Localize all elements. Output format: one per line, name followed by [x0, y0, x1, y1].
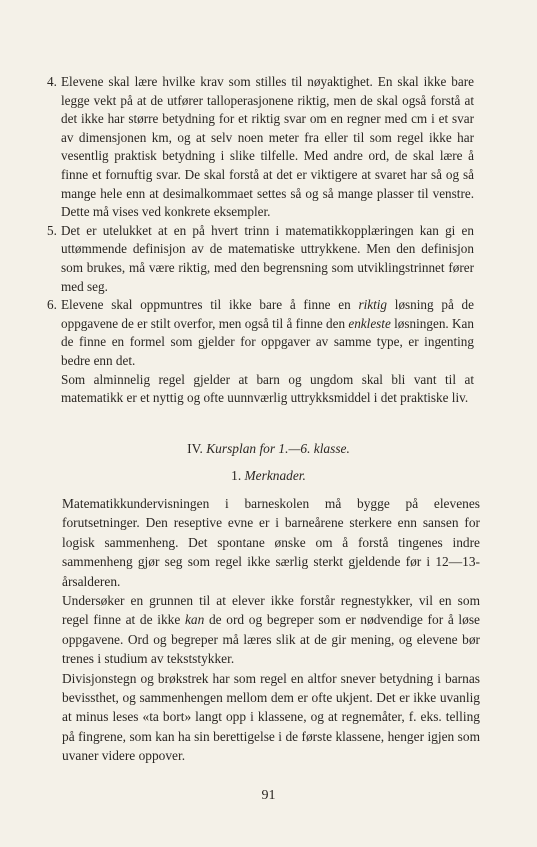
- paragraph: Undersøker en grunnen til at elever ikke forstår regnestykker, vil en som regel finne at de ikke kan de ord og begreper som er nødvendige for å løse oppgavene. Ord og begreper må læres slik at de gir mening, og elevene bør trenes i studium av tekststykker.: [62, 593, 480, 667]
- section-heading: IV. Kursplan for 1.—6. klasse.: [187, 441, 350, 456]
- emphasis-riktig: riktig: [358, 297, 388, 313]
- list-item: [47, 73, 474, 222]
- paragraph: Matematikkundervisningen i barneskolen må bygge på elevenes forutsetninger. Den reseptive evne er i barneårene sterkere enn sansen for logisk sammenheng. Det spontane ønske om å forstå tingenes indre sammenheng gjør seg som regel ikke særlig sterkt gjeldende før i 12—13-årsalderen.: [62, 496, 480, 589]
- item-number: 6.: [47, 297, 57, 313]
- emphasis-kan: kan: [184, 612, 205, 628]
- item-text: Elevene skal lære hvilke krav som stilles til nøyaktighet. En skal ikke bare legge vekt på at de utfører talloperasjonene riktig, men de skal også forstå at det ikke har større betydning for et riktig svar om en regner med cm i et svar av dimensjonen km, og at selv noen meter fra eller til som regel ikke har vesentlig praktisk betydning i slike tilfelle. Med andre ord, de skal lære å finne et fornuftig svar. De skal forstå at det er viktigere at svaret har så og så mange hele enn at desimalkommaet settes så og så mange plasser til venstre. Dette må vises ved konkrete eksempler.: [61, 74, 474, 220]
- list-item: [47, 296, 474, 408]
- item-text: Det er utelukket at en på hvert trinn i matematikkopplæringen kan gi en uttømmende definisjon av de matematiske uttrykkene. Men den definisjon som brukes, må være riktig, med den begrensning som utviklingstrinnet fører med seg.: [61, 222, 474, 294]
- item-text: Elevene skal oppmuntres til ikke bare å finne en riktig løsning på de oppgavene de er stilt overfor, men også til å finne den enkleste løsningen. Kan de finne en formel som gjelder for oppgaver av samme type, er ingenting bedre enn det.: [61, 297, 474, 368]
- emphasis-enkleste: enkleste: [348, 315, 391, 331]
- subsection-heading: 1. Merknader.: [231, 468, 306, 483]
- paragraph: Divisjonstegn og brøkstrek har som regel en altfor snever betydning i barnas bevissthet, og sammenhengen mellom dem er ofte ukjent. Det er ikke uvanlig at minus leses «ta bort» langt opp i klassene, og at regnemåter, f. eks. telling på fingrene, som kan ha sin berettigelse i de første klassene, henger igjen som uvaner videre oppover.: [62, 670, 480, 764]
- body-text: [62, 494, 480, 766]
- page-number: 91: [261, 788, 276, 803]
- item-number: 4.: [47, 74, 57, 89]
- numbered-list: [47, 73, 474, 408]
- item-extra-text: Som alminnelig regel gjelder at barn og ungdom skal bli vant til at matematikk er et nyttig og ofte uunnværlig uttrykksmiddel i det praktiske liv.: [61, 371, 474, 406]
- item-number: 5.: [47, 222, 57, 238]
- list-item: [47, 222, 474, 296]
